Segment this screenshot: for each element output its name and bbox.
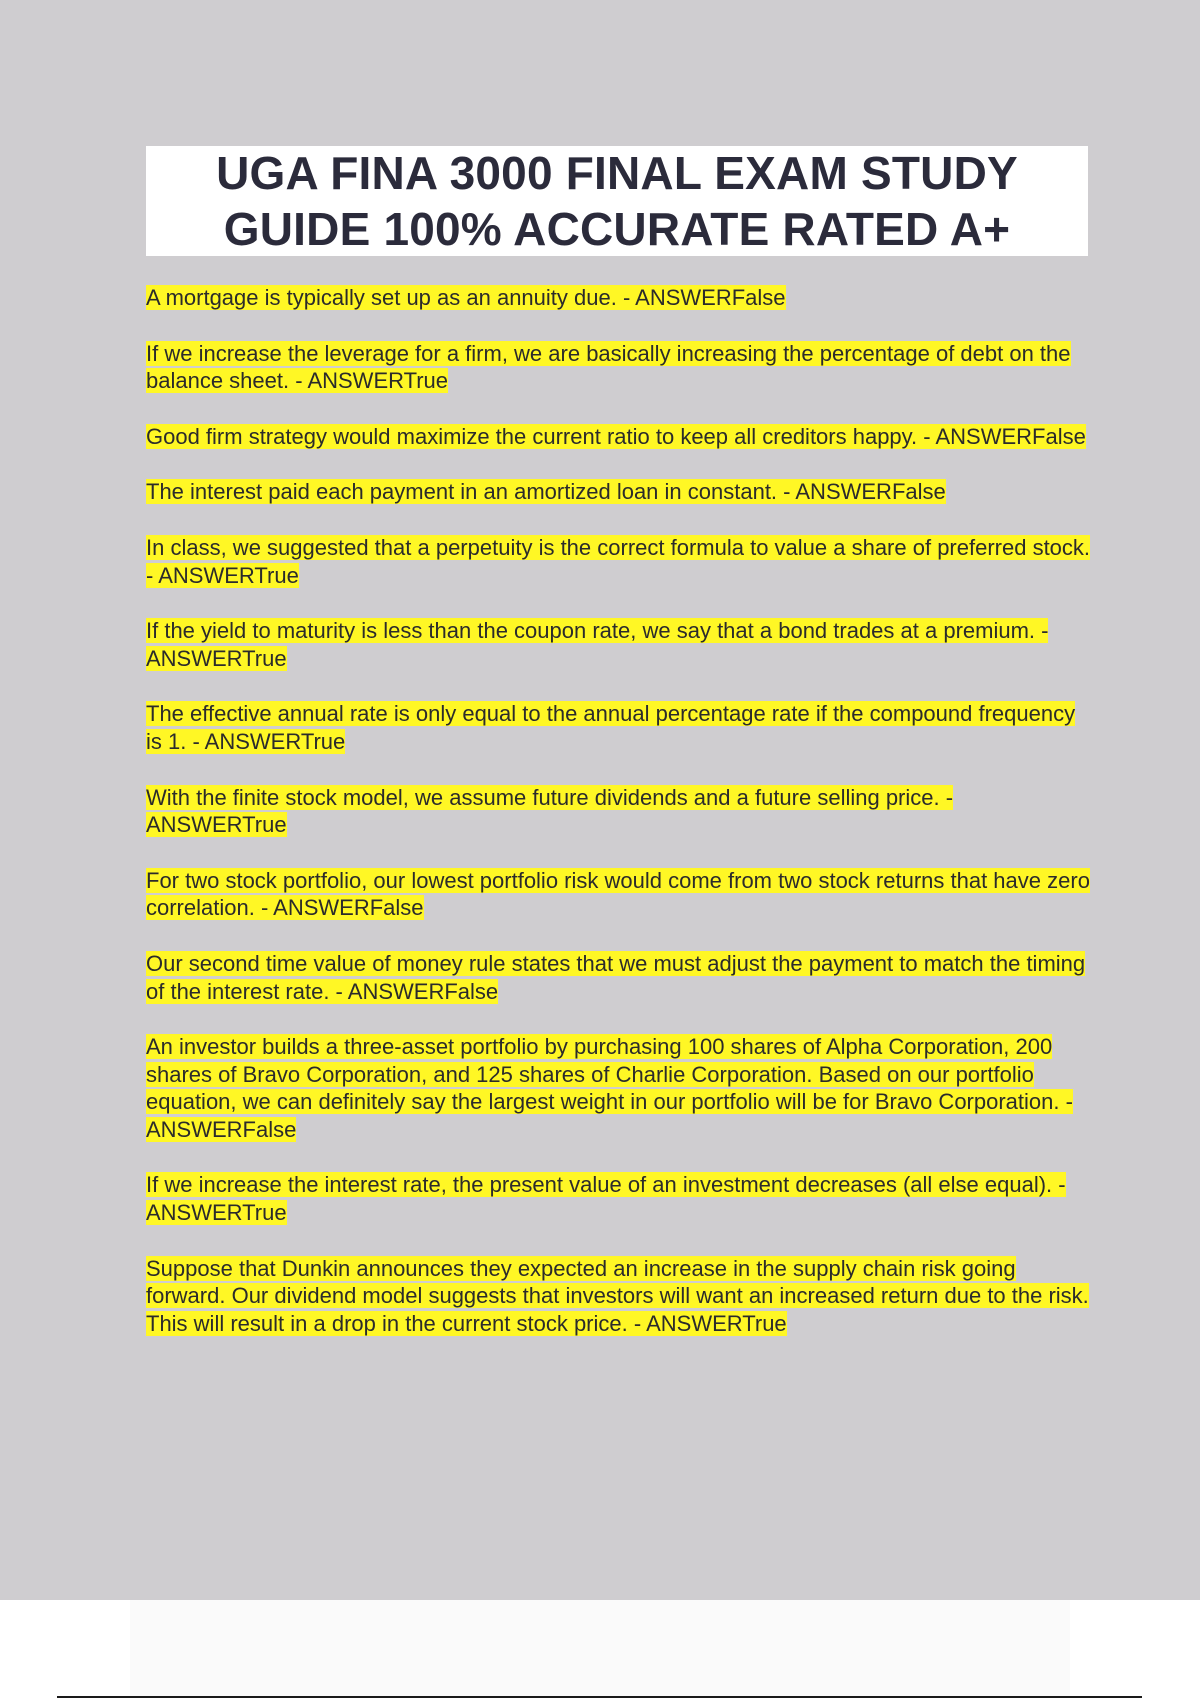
qa-item [146, 534, 1094, 589]
qa-text: An investor builds a three-asset portfolio by purchasing 100 shares of Alpha Corporation, 200 shares of Bravo Corporation, and 125 shares of Charlie Corporation. Based on our portfolio equation, we can definitely say the largest weight in our portfolio will be for Bravo Corporation. - ANSWERFalse [146, 1034, 1073, 1142]
title-box [146, 146, 1088, 256]
qa-text: The interest paid each payment in an amortized loan in constant. - ANSWERFalse [146, 479, 946, 505]
qa-item [146, 784, 1094, 839]
qa-item [146, 950, 1094, 1005]
qa-item [146, 1171, 1094, 1226]
qa-item [146, 700, 1094, 755]
qa-text: In class, we suggested that a perpetuity is the correct formula to value a share of preferred stock. - ANSWERTrue [146, 534, 1091, 588]
qa-text: Suppose that Dunkin announces they expected an increase in the supply chain risk going forward. Our dividend model suggests that investors will want an increased return due to the risk. This will result in a drop in the current stock price. - ANSWERTrue [146, 1255, 1089, 1336]
qa-text: A mortgage is typically set up as an annuity due. - ANSWERFalse [146, 285, 786, 310]
qa-text: Our second time value of money rule states that we must adjust the payment to match the timing of the interest rate. - ANSWERFalse [146, 950, 1086, 1004]
footer-shade [130, 1600, 1070, 1696]
qa-item [146, 340, 1094, 395]
qa-item [146, 284, 1094, 312]
qa-item [146, 867, 1094, 922]
qa-item [146, 617, 1094, 672]
qa-text: For two stock portfolio, our lowest portfolio risk would come from two stock returns that have zero correlation. - ANSWERFalse [146, 867, 1090, 921]
qa-text: If we increase the interest rate, the present value of an investment decreases (all else equal). - ANSWERTrue [146, 1172, 1066, 1226]
document-title: UGA FINA 3000 FINAL EXAM STUDY GUIDE 100% ACCURATE RATED A+ [216, 147, 1018, 255]
page-footer [0, 1600, 1200, 1700]
qa-text: Good firm strategy would maximize the current ratio to keep all creditors happy. - ANSWERFalse [146, 423, 1086, 449]
qa-item [146, 423, 1094, 451]
qa-item [146, 478, 1094, 506]
qa-text: The effective annual rate is only equal to the annual percentage rate if the compound frequency is 1. - ANSWERTrue [146, 701, 1076, 754]
qa-text: If we increase the leverage for a firm, we are basically increasing the percentage of debt on the balance sheet. - ANSWERTrue [146, 340, 1071, 394]
qa-text: If the yield to maturity is less than the coupon rate, we say that a bond trades at a premium. - ANSWERTrue [146, 618, 1049, 671]
footer-divider [57, 1696, 1142, 1698]
qa-list [146, 284, 1094, 1365]
qa-item [146, 1255, 1094, 1338]
qa-item [146, 1033, 1094, 1143]
qa-text: With the finite stock model, we assume future dividends and a future selling price. - ANSWERTrue [146, 784, 954, 838]
